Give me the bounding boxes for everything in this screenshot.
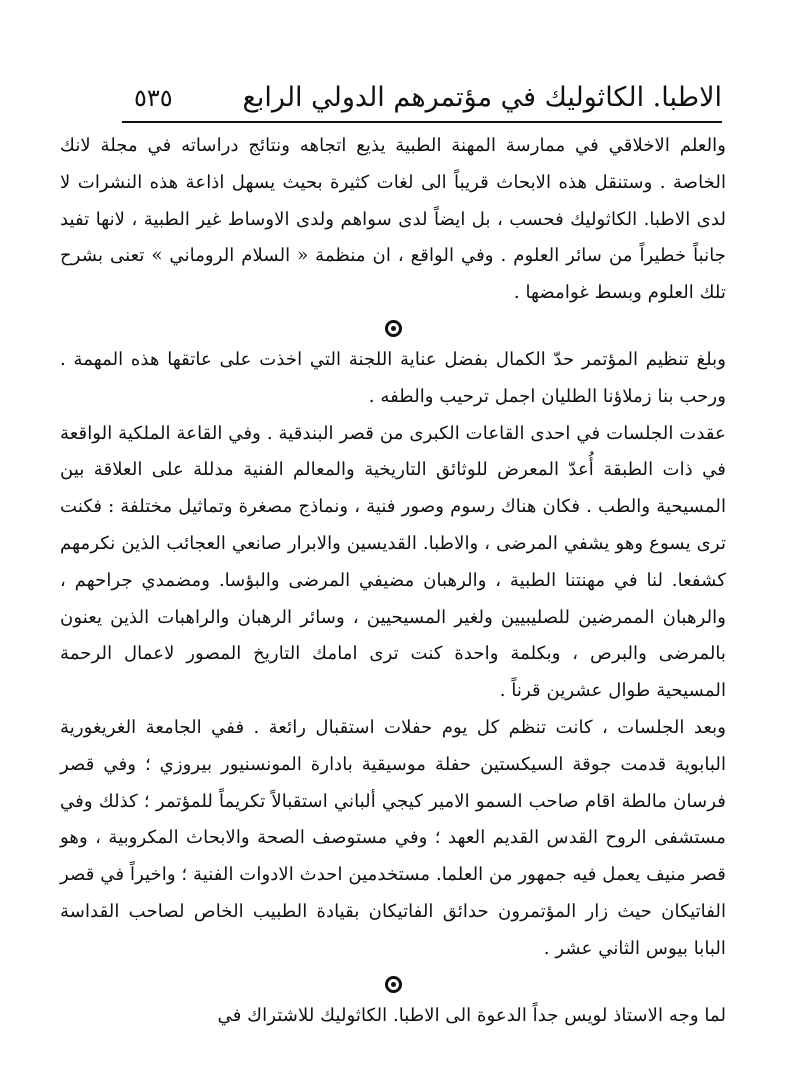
ornament-icon (385, 320, 402, 337)
running-title: الاطبا. الكاثوليك في مؤتمرهم الدولي الرابع (242, 82, 722, 113)
body-text (60, 128, 726, 1034)
paragraph: وبعد الجلسات ، كانت تنظم كل يوم حفلات استقبال رائعة . ففي الجامعة الغريغورية البابوية قدمت جوقة السيكستين حفلة موسيقية بادارة المونسنيور بيروزي ؛ وفي قصر فرسان مالطة اقام صاحب السمو الامير كيجي ألباني استقبالاً تكريماً للمؤتمر ؛ كذلك وفي مستشفى الروح القدس القديم العهد ؛ وفي مستوصف الصحة والابحاث المكروبية ، وهو قصر منيف يعمل فيه جمهور من العلما. مستخدمين احدث الادوات الفنية ؛ واخيراً في قصر الفاتيكان حيث زار المؤتمرون حدائق الفاتيكان بقيادة الطبيب الخاص لصاحب القداسة البابا بيوس الثاني عشر . (60, 716, 726, 959)
running-header (122, 76, 722, 120)
paragraph: والعلم الاخلاقي في ممارسة المهنة الطبية يذيع اتجاهه ونتائج دراساته في مجلة لانك الخاصة . وستنقل هذه الابحاث قريباً الى لغات كثيرة بحيث يسهل اذاعة هذه النشرات لا لدى الاطبا. الكاثوليك فحسب ، بل ايضاً لدى سواهم ولدى الاوساط غير الطبية ، لانها تفيد جانباً خطيراً من سائر العلوم . وفي الواقع ، ان منظمة « السلام الروماني » تعنى بشرح تلك العلوم وبسط غوامضها . (60, 135, 726, 304)
paragraph: لما وجه الاستاذ لويس جداً الدعوة الى الاطبا. الكاثوليك للاشتراك في (217, 1004, 726, 1026)
ornament-icon (385, 976, 402, 993)
ornament-divider (60, 312, 726, 342)
ornament-divider (60, 968, 726, 998)
header-rule (122, 121, 722, 123)
paragraph: عقدت الجلسات في احدى القاعات الكبرى من قصر البندقية . وفي القاعة الملكية الواقعة في ذات الطبقة أُعدّ المعرض للوثائق التاريخية والمعالم الفنية مدللة على العلاقة بين المسيحية والطب . فكان هناك رسوم وصور فنية ، ونماذج مصغرة وتماثيل مختلفة : فكنت ترى يسوع وهو يشفي المرضى ، والاطبا. القديسين والابرار صانعي العجائب الذين نكرمهم كشفعا. لنا في مهنتنا الطبية ، والرهبان مضيفي المرضى والبؤسا. ومضمدي جراحهم ، والرهبان الممرضين للصليبيين ولغير المسيحيين ، وسائر الرهبان والراهبات الذين يعنون بالمرضى والبرص ، وبكلمة واحدة كنت ترى امامك التاريخ المصور لاعمال الرحمة المسيحية طوال عشرين قرناً . (60, 422, 726, 702)
page-number: ٥٣٥ (134, 84, 173, 112)
paragraph: وبلغ تنظيم المؤتمر حدّ الكمال بفضل عناية اللجنة التي اخذت على عاتقها هذه المهمة . ورحب بنا زملاؤنا الطليان اجمل ترحيب والطفه . (60, 348, 726, 407)
